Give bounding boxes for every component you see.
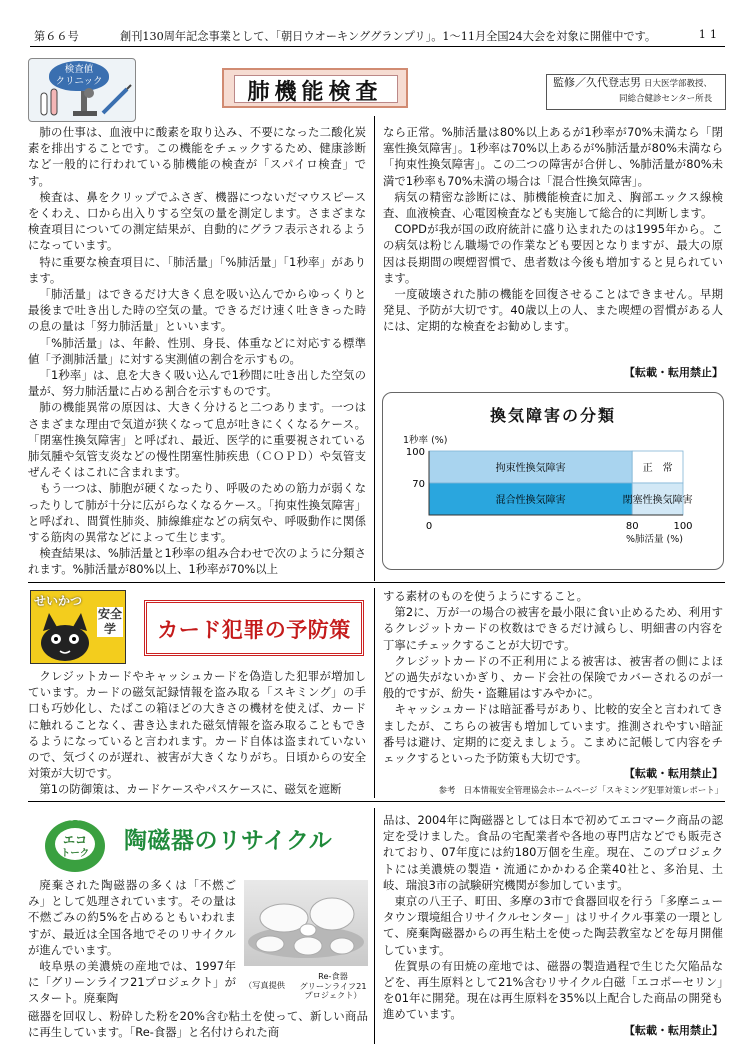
badge-label-top: せいかつ — [34, 594, 83, 608]
x-tick-label: 80 — [625, 521, 639, 532]
column-divider — [374, 808, 375, 1044]
section2-left-column — [28, 668, 366, 798]
cat-mascot-icon — [35, 607, 95, 663]
paragraph: COPDが我が国の政府統計に盛り込まれたのは1995年から。この病気は粉じん職場での作業なども要因となりますが、最大の原因は長期間の喫煙習慣で、患者数は今後も増加すると見られています。 — [383, 222, 723, 285]
paragraph: クレジットカードやキャッシュカードを偽造した犯罪が増加しています。カードの磁気記録情報を盗み取る「スキミング」の手口も巧妙化し、たばこの箱ほどの大きさの機材を使えば、カードに触れることなく、書き込まれた磁気情報を盗み取ることもできるようになっていると言われます。カード自体は盗まれていないので、気づくのが遅れ、被害が大きくなりがち。日頃からの安全対策が大切です。 — [28, 669, 366, 781]
paragraph: クレジットカードの不正利用による被害は、被害者の側によほどの過失がないかぎり、カード会社の保険でカバーされるのが一般的ですが、紛失・盗難届はすみやかに。 — [383, 653, 723, 701]
section2-right-column — [383, 588, 723, 768]
eco-badge-eco: エコ — [62, 833, 87, 847]
caption-line: プロジェクト） — [304, 990, 362, 1000]
paragraph: 品は、2004年に陶磁器としては日本で初めてエコマーク商品の認定を受けました。食品の宅配業者や各地の専門店などでも販売されており、07年度には約180万個を生産。現在、このプロジェクトには美濃焼の製造・流通にかかわる企業40社と、多治見、土岐、瑞浪3市の試験研究機関が参加しています。 — [383, 813, 723, 892]
header-text: 創刊130周年記念事業として、「朝日ウオーキンググランプリ」。1～11月全国24大会を対象に開催中です。 — [120, 30, 657, 43]
chart-cell-label: 閉塞性換気障害 — [622, 495, 693, 506]
y-tick-label: 100 — [405, 447, 425, 458]
paragraph: 検査は、鼻をクリップでふさぎ、機器につないだマウスピースをくわえ、口から出入りする空気の量を測定します。さまざまな検査項目についての測定結果が、自動的にグラフ表示されるようになっています。 — [28, 189, 366, 253]
photo-caption — [244, 972, 368, 1002]
y-axis-label: 1秒率 (%) — [403, 435, 448, 446]
supervisor-label: 監修／ — [553, 76, 586, 89]
y-tick-label: 70 — [412, 479, 425, 490]
paragraph: 特に重要な検査項目に、「肺活量」「%肺活量」「1秒率」があります。 — [28, 254, 366, 285]
paragraph: 第1の防御策は、カードケースやパスケースに、磁気を遮断 — [39, 782, 342, 797]
chart-cell-label: 混合性換気障害 — [495, 495, 566, 506]
paragraph: 岐阜県の美濃焼の産地では、1997年に「グリーンライフ21プロジェクト」がスタート。廃棄陶 — [28, 959, 236, 1006]
safety-badge — [30, 590, 126, 664]
chart-cell-label: 正 常 — [642, 463, 673, 474]
paragraph: 佐賀県の有田焼の産地では、磁器の製造過程で生じた欠陥品などを、再生原料として21%含むリサイクル白磁「エコポーセリン」を01年に開発。現在は再生原料を35%以上配合した商品の開発も進めています。 — [383, 958, 723, 1022]
eco-badge-top: 暮らしの — [61, 814, 89, 822]
paragraph: 廃棄された陶磁器の多くは「不燃ごみ」として処理されています。その量は不燃ごみの約5%を占めるともいわれますが、最近は全国各地でそのリサイクルが進んでいます。 — [28, 878, 236, 957]
section1-title-box — [222, 68, 408, 108]
column-divider — [374, 588, 375, 798]
section2-title: カード犯罪の予防策 — [157, 618, 351, 642]
lab-equipment-icon — [29, 59, 135, 121]
chart-box — [382, 392, 724, 570]
supervisor-name: 久代登志男 — [586, 76, 641, 89]
no-reprint-banner: 【転載・転用禁止】 — [624, 366, 723, 379]
paragraph: する素材のものを使うようにすること。 — [383, 589, 589, 603]
caption-line: グリーンライフ21 — [299, 980, 367, 991]
paragraph: 病気の精密な診断には、肺機能検査に加え、胸部エックス線検査、血液検査、心電図検査なども実施して総合的に判断します。 — [383, 189, 723, 221]
section3-title: 陶磁器のリサイクル — [124, 828, 333, 854]
section1-right-column — [383, 124, 723, 386]
section3-continued — [28, 1008, 368, 1042]
badge-label-side: 安全学 — [97, 607, 122, 636]
page-number: 11 — [698, 28, 721, 41]
paragraph: 東京の八王子、町田、多摩の3市で食器回収を行う「多摩ニュータウン環境組合リサイクルセンター」はリサイクル事業の一環として、廃棄陶磁器からの再生粘土を使った陶芸教室などを毎月開催しています。 — [383, 894, 723, 957]
dishes-image — [244, 880, 368, 966]
badge-line1: 検査値 — [64, 64, 94, 75]
chart-title: 換気障害の分類 — [489, 406, 616, 425]
paragraph: 検査結果は、%肺活量と1秒率の組み合わせで次のように分類されます。%肺活量が80%以上、1秒率が70%以上 — [28, 546, 366, 577]
section1-title: 肺機能検査 — [247, 80, 383, 105]
eco-badge — [40, 812, 110, 876]
paragraph: 磁器を回収し、粉砕した粉を20%含む粘土を使って、新しい商品に再生しています。「Re-食器」と名付けられた商 — [28, 1009, 368, 1040]
caption-credit: （写真提供 — [244, 980, 285, 990]
paragraph: 肺の機能異常の原因は、大きく分けると二つあります。一つはさまざまな理由で気道が狭くなって息が吐きにくくなるケース。「閉塞性換気障害」と呼ばれ、最近、医学的に重要視されている肺気腫や気管支炎などの慢性閉塞性肺疾患（ＣＯＰＤ）や気管支ぜんそくはこれに含まれます。 — [28, 400, 366, 480]
paragraph: 一度破壊された肺の機能を回復させることはできません。早期発見、予防が大切です。40歳以上の人、また喫煙の習慣がある人には、定期的な検査をお勧めします。 — [383, 287, 723, 334]
paragraph: 「1秒率」は、息を大きく吸い込んで1秒間に吐き出した空気の量が、努力肺活量に占める割合を示すものです。 — [28, 368, 366, 399]
paragraph: キャッシュカードは暗証番号があり、比較的安全と言われてきましたが、こちらの被害も増加しています。推測されやすい暗証番号は避け、定期的に変えましょう。こまめに記帳して内容をチェックするといった予防策も大切です。 — [383, 702, 723, 766]
x-tick-label: 0 — [425, 521, 433, 532]
eco-badge-talk: トーク — [60, 848, 90, 859]
reference-note: 参考 日本情報安全管理協会ホームページ「スキミング犯罪対策レポート」 — [438, 785, 723, 795]
caption-line: Re-食器 — [318, 971, 348, 981]
paragraph: もう一つは、肺胞が硬くなったり、呼吸のための筋力が弱くなったりして肺が十分に広がらなくなるケース。「拘束性換気障害」と呼ばれ、間質性肺炎、肺線維症などの病気や、呼吸動作に関係する筋肉の異常などによって生じます。 — [28, 481, 366, 545]
tableware-photo — [244, 880, 368, 966]
no-reprint-banner: 【転載・転用禁止】 — [624, 767, 723, 780]
section3-right-column — [383, 812, 723, 1040]
paragraph: 肺の仕事は、血液中に酸素を取り込み、不要になった二酸化炭素を排出することです。この機能をチェックするため、健康診断など一般的に行われている肺機能の検査が「スパイロ検査」です。 — [28, 125, 366, 188]
clinic-badge — [28, 58, 136, 122]
x-axis-label: %肺活量 (%) — [626, 534, 683, 545]
paragraph: 「肺活量」はできるだけ大きく息を吸い込んでからゆっくりと最後まで吐き出した時の空気の量。できるだけ速く吐ききった時の息の量は「努力肺活量」といいます。 — [28, 287, 366, 334]
page-header — [30, 26, 725, 47]
section1-left-column — [28, 124, 366, 578]
paragraph: 第2に、万が一の場合の被害を最小限に食い止めるため、利用するクレジットカードの枚数はできるだけ減らし、明細書の内容を丁寧にチェックすることが大切です。 — [383, 605, 723, 652]
classification-chart — [383, 393, 723, 569]
issue-number: 第６６号 — [34, 30, 79, 43]
supervisor-affiliation-2: 同総合健診センター所長 — [619, 94, 713, 104]
no-reprint-banner: 【転載・転用禁止】 — [590, 1023, 723, 1039]
x-tick-label: 100 — [673, 521, 693, 532]
paragraph: 「%肺活量」は、年齢、性別、身長、体重などに対応する標準値「予測肺活量」に対する実測値の割合を示すもの。 — [28, 335, 366, 366]
badge-line2: クリニック — [55, 76, 103, 87]
supervisor-affiliation-1: 日大医学部教授、 — [644, 79, 713, 89]
section2-title-box — [144, 600, 364, 656]
column-divider — [374, 116, 375, 581]
paragraph: なら正常。%肺活量は80%以上あるが1秒率が70%未満なら「閉塞性換気障害」。1秒率は70%以上あるが%肺活量が80%未満なら「拘束性換気障害」。この二つの障害が合併し、%肺活量が80%未満で1秒率も70%未満の場合は「混合性換気障害」。 — [383, 125, 723, 188]
section-divider — [28, 801, 725, 802]
chart-cell-label: 拘束性換気障害 — [495, 463, 566, 474]
section3-intro — [28, 877, 236, 1007]
supervisor-box — [546, 74, 726, 110]
section-divider — [28, 582, 725, 583]
